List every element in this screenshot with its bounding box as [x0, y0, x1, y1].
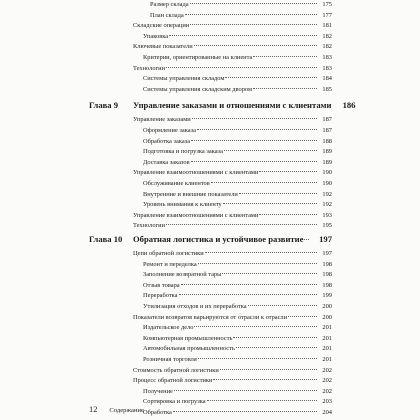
toc-entry-title: Обработка: [143, 409, 172, 416]
dot-leader: [223, 203, 317, 204]
dot-leader: [197, 129, 317, 130]
toc-entry-page: 202: [322, 366, 332, 374]
toc-entry: [133, 42, 332, 52]
toc-entry: [133, 221, 332, 231]
dot-leader: [191, 140, 317, 141]
toc-entry-title: Сортировка и погрузка: [143, 398, 206, 406]
toc-entry: [143, 85, 332, 95]
toc-entry-title: Компьютерная промышленность: [143, 334, 233, 342]
toc-entry-page: 200: [322, 303, 332, 310]
chapter-line: [0, 98, 420, 112]
dot-leader: [192, 118, 317, 119]
toc-entry-title: Управление взаимоотношениями с клиентами: [133, 211, 259, 219]
dot-leader: [181, 284, 317, 285]
dot-leader: [166, 67, 317, 68]
dot-leader: [194, 326, 317, 327]
dot-leader: [233, 337, 317, 338]
toc-entry-title: Переработка: [143, 292, 178, 300]
toc-entry-page: 202: [322, 387, 332, 395]
dot-leader: [190, 24, 317, 25]
toc-entry-title: Критерии, ориентированные на клиента: [143, 54, 253, 61]
dot-leader: [239, 193, 317, 194]
toc-entry-page: 183: [322, 54, 332, 61]
toc-entry: [143, 323, 332, 333]
toc-entry-page: 187: [322, 116, 332, 124]
toc-entry: [133, 249, 332, 259]
toc-entry-page: 177: [322, 11, 332, 19]
toc-entry-title: Внутренние и внешние показатели: [143, 190, 238, 198]
toc-line: [0, 313, 420, 323]
toc-line: [0, 397, 420, 407]
toc-line: [0, 334, 420, 344]
toc-entry: [133, 366, 332, 376]
toc-entry-title: Системы управления складским двором: [143, 85, 253, 93]
toc-entry-title: Оформление заказа: [143, 127, 196, 134]
toc-entry-title: Технологии: [133, 222, 165, 230]
dot-leader: [253, 56, 317, 57]
toc-entry: [143, 147, 332, 157]
dot-leader: [198, 358, 317, 359]
toc-entry: [143, 302, 332, 312]
chapter-page: 186: [342, 100, 356, 111]
toc-entry: [133, 376, 332, 386]
page-number: 12: [89, 405, 98, 414]
toc-line: [0, 85, 420, 95]
toc-entry-page: 187: [322, 127, 332, 134]
toc-entry-title: Заполнение возвратной тары: [143, 271, 222, 279]
toc-line: [0, 211, 420, 221]
toc-line: [0, 11, 420, 21]
toc-entry-title: Автомобильная промышленность: [143, 345, 235, 353]
toc-entry-page: 190: [322, 180, 332, 187]
chapter-line: [0, 232, 420, 246]
toc-entry-page: 195: [322, 222, 332, 230]
chapter-title: Обратная логистика и устойчивое развитие: [133, 234, 304, 244]
toc-entry-page: 199: [322, 292, 332, 300]
toc-entry: [143, 408, 332, 418]
toc-entry-page: 204: [322, 409, 332, 416]
toc-line: [0, 64, 420, 74]
toc-entry-title: Управление взаимоотношениями с клиентами: [133, 169, 259, 177]
toc-entry: [143, 291, 332, 301]
toc-line: [0, 344, 420, 354]
toc-entry-page: 198: [322, 271, 332, 279]
dot-leader: [174, 390, 317, 391]
toc-entry: [133, 313, 332, 323]
toc-entry-title: Показатели возвратов варьируются от отрасли к отрасли: [133, 313, 288, 321]
toc-line: [0, 168, 420, 178]
toc-entry: [143, 53, 332, 63]
toc-entry-title: Цепи обратной логистики: [133, 250, 204, 257]
toc-entry: [143, 344, 332, 354]
chapter-title: Управление заказами и отношениями с клиентами: [133, 100, 332, 111]
toc-entry-page: 193: [322, 211, 332, 219]
toc-line: [0, 32, 420, 42]
dot-leader: [220, 369, 317, 370]
toc-entry-page: 198: [322, 260, 332, 268]
dot-leader: [179, 294, 317, 295]
toc-line: [0, 137, 420, 147]
toc-line: [0, 291, 420, 301]
toc-entry-title: Получение: [143, 387, 173, 395]
toc-entry-page: 189: [322, 148, 332, 156]
dot-leader: [225, 77, 317, 78]
dot-leader: [185, 14, 317, 15]
toc-entry: [143, 270, 332, 280]
toc-entry-title: Управление заказами: [133, 116, 191, 124]
toc-entry-title: Складские операции: [133, 22, 190, 30]
toc-entry: [143, 355, 332, 365]
toc-line: [0, 53, 420, 63]
toc-line: [0, 0, 420, 10]
toc-entry-title: Размер склада: [150, 1, 189, 8]
toc-entry: [143, 190, 332, 200]
toc-entry: [143, 179, 332, 189]
toc-entry-title: Процесс обратной логистики: [133, 377, 213, 385]
toc-entry-page: 197: [322, 250, 332, 257]
toc-entry-title: План склада: [150, 11, 184, 19]
toc-entry-page: 201: [322, 356, 332, 363]
toc-line: [0, 270, 420, 280]
toc-entry: [143, 32, 332, 42]
dot-leader: [248, 305, 317, 306]
toc-line: [0, 179, 420, 189]
toc-entry-page: 183: [322, 64, 332, 72]
toc-entry-page: 201: [322, 324, 332, 332]
dot-leader: [253, 88, 317, 89]
dot-leader: [213, 379, 317, 380]
toc-line: [0, 221, 420, 231]
dot-leader: [207, 400, 317, 401]
toc-line: [0, 126, 420, 136]
dot-leader: [198, 263, 317, 264]
toc-entry-title: Розничная торговля: [143, 356, 197, 363]
toc-entry-title: Уровень внимания к клиенту: [143, 201, 222, 209]
toc-entry-title: Ключевые показатели: [133, 43, 193, 51]
toc-line: [0, 42, 420, 52]
toc-line: [0, 387, 420, 397]
dot-leader: [224, 150, 317, 151]
toc-line: [0, 21, 420, 31]
dot-leader: [194, 45, 317, 46]
toc-entry-page: 189: [322, 158, 332, 166]
chapter-title-row: [133, 98, 356, 112]
toc-entry: [143, 74, 332, 84]
toc-line: [0, 355, 420, 365]
dot-leader: [169, 35, 317, 36]
toc-line: [0, 147, 420, 157]
toc-line: [0, 408, 420, 418]
toc-line: [0, 302, 420, 312]
toc-entry: [133, 211, 332, 221]
toc-entry: [143, 260, 332, 270]
toc-line: [0, 323, 420, 333]
toc-entry: [150, 0, 332, 10]
toc-entry-title: Технологии: [133, 64, 165, 72]
toc-entry-title: Стоимость обратной логистики: [133, 366, 219, 374]
toc-entry: [143, 281, 332, 291]
toc-entry-page: 202: [322, 377, 332, 385]
toc-entry-page: 203: [322, 398, 332, 406]
dot-leader: [191, 161, 317, 162]
toc-entry: [143, 387, 332, 397]
toc-entry-title: Издательское дело: [143, 324, 194, 332]
toc-entry-page: 182: [322, 32, 332, 40]
toc-entry: [133, 168, 332, 178]
toc-line: [0, 74, 420, 84]
dot-leader: [211, 182, 317, 183]
running-title: Содержание: [109, 407, 144, 414]
toc-entry: [143, 200, 332, 210]
toc-entry: [143, 397, 332, 407]
toc-entry-title: Системы управления складом: [143, 75, 225, 83]
dot-leader: [205, 252, 317, 253]
toc-entry-page: 188: [322, 137, 332, 145]
toc-line: [0, 158, 420, 168]
toc-line: [0, 281, 420, 291]
dot-leader: [166, 224, 317, 225]
toc-entry-title: Отзыв товара: [143, 281, 180, 289]
chapter-title-row: [133, 232, 332, 246]
toc-entry: [133, 21, 332, 31]
toc-line: [0, 115, 420, 125]
dot-leader: [288, 316, 317, 317]
toc-entry-page: 192: [322, 201, 332, 209]
toc-entry: [143, 137, 332, 147]
toc-entry-title: Обслуживание клиентов: [143, 180, 210, 187]
dot-leader: [259, 171, 317, 172]
toc-entry-page: 181: [322, 22, 332, 30]
dot-leader: [222, 273, 317, 274]
toc-entry: [150, 11, 332, 21]
toc-line: [0, 260, 420, 270]
toc-entry-title: Утилизация отходов и их переработка: [143, 303, 247, 310]
toc-entry: [143, 158, 332, 168]
dot-leader: [173, 411, 317, 412]
toc-entry: [133, 64, 332, 74]
toc-entry-page: 175: [322, 1, 332, 8]
toc-entry-page: 190: [322, 169, 332, 177]
dot-leader: [236, 347, 317, 348]
toc-entry-title: Подготовка и погрузка заказа: [143, 148, 223, 156]
toc-entry: [143, 126, 332, 136]
toc-line: [0, 190, 420, 200]
toc-entry-page: 201: [322, 334, 332, 342]
toc-line: [0, 249, 420, 259]
chapter-label: Глава 9: [89, 100, 118, 111]
dot-leader: [304, 239, 309, 240]
toc-entry-title: Обработка заказа: [143, 137, 191, 145]
toc-entry-title: Доставка заказов: [143, 158, 190, 166]
toc-line: [0, 366, 420, 376]
toc-entry-title: Упаковка: [143, 32, 169, 40]
dot-leader: [259, 214, 317, 215]
toc-line: [0, 200, 420, 210]
toc-entry-page: 200: [322, 313, 332, 321]
chapter-page: 197: [319, 234, 332, 244]
toc-entry-page: 182: [322, 43, 332, 51]
chapter-label: Глава 10: [89, 234, 123, 244]
toc-entry-page: 184: [322, 75, 332, 83]
toc-entry-page: 192: [322, 190, 332, 198]
toc-entry-page: 201: [322, 345, 332, 353]
dot-leader: [190, 3, 317, 4]
toc-entry: [133, 115, 332, 125]
toc-entry: [143, 334, 332, 344]
toc-entry-page: 198: [322, 281, 332, 289]
toc-entry-page: 185: [322, 85, 332, 93]
toc-entry-title: Ремонт и переделка: [143, 260, 197, 268]
toc-line: [0, 376, 420, 386]
page-footer: [89, 404, 144, 416]
